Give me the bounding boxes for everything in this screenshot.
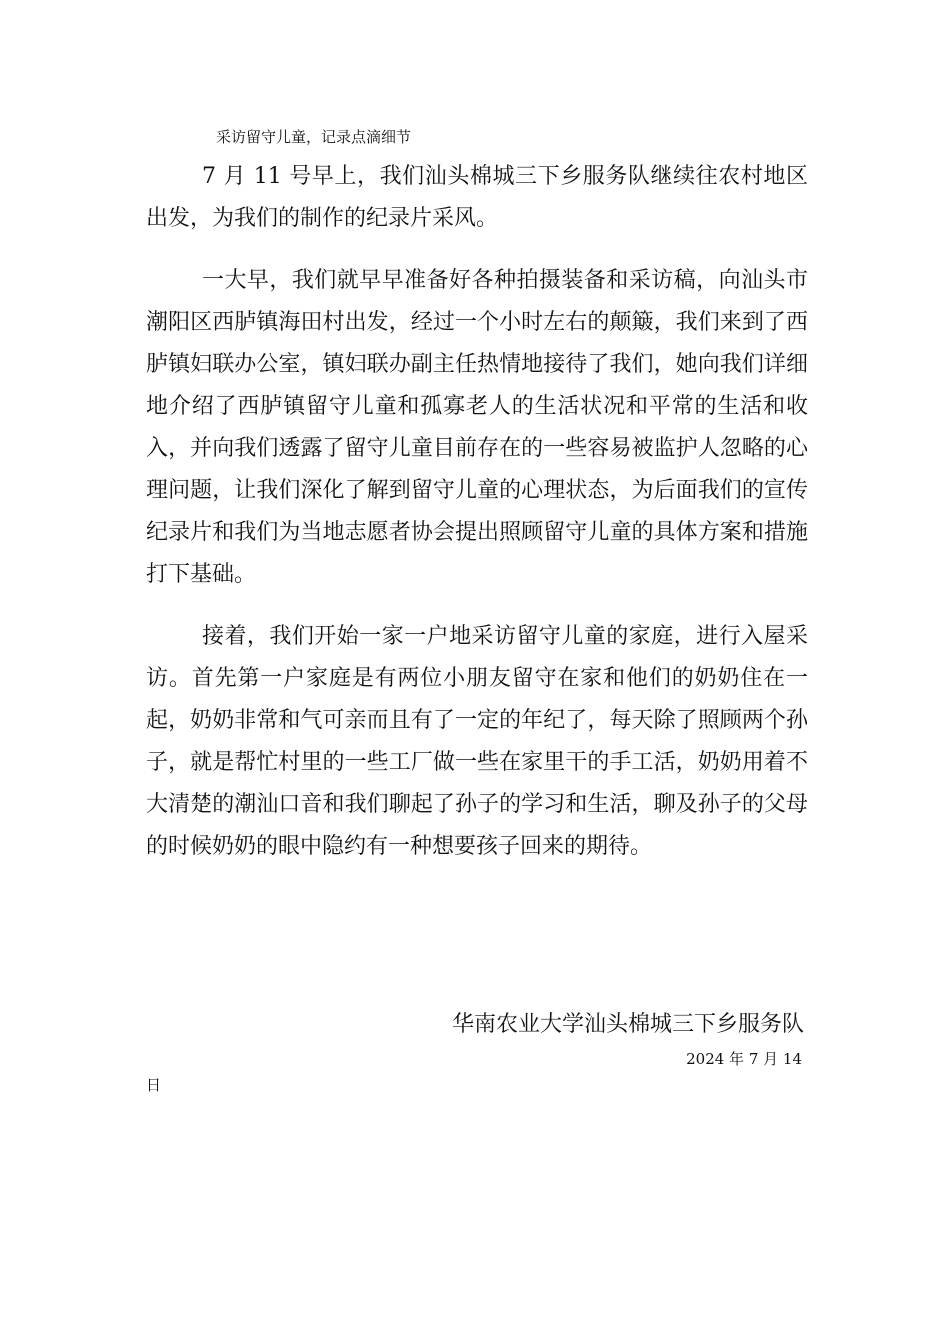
paragraph-3: 接着，我们开始一家一户地采访留守儿童的家庭，进行入屋采访。首先第一户家庭是有两位小朋友留守在家和他们的奶奶住在一起，奶奶非常和气可亲而且有了一定的年纪了，每天除了照顾两个孙子，就是帮忙村里的一些工厂做一些在家里干的手工活，奶奶用着不大清楚的潮汕口音和我们聊起了孙子的学习和生活，聊及孙子的父母的时候奶奶的眼中隐约有一种想要孩子回来的期待。 [146, 624, 808, 859]
date-wrap: 日 [146, 1076, 162, 1094]
paragraph-2: 一大早，我们就早早准备好各种拍摄装备和采访稿，向汕头市潮阳区西胪镇海田村出发，经过一个小时左右的颠簸，我们来到了西胪镇妇联办公室，镇妇联办副主任热情地接待了我们，她向我们详细地介绍了西胪镇留守儿童和孤寡老人的生活状况和平常的生活和收入，并向我们透露了留守儿童目前存在的一些容易被监护人忽略的心理问题，让我们深化了解到留守儿童的心理状态，为后面我们的宣传纪录片和我们为当地志愿者协会提出照顾留守儿童的具体方案和措施打下基础。 [146, 268, 808, 587]
document-body [146, 156, 808, 888]
document-title: 采访留守儿童，记录点滴细节 [216, 128, 412, 146]
paragraph-1: 7 月 11 号早上，我们汕头棉城三下乡服务队继续往农村地区出发，为我们的制作的纪录片采风。 [146, 164, 808, 231]
signature: 华南农业大学汕头棉城三下乡服务队 [451, 1012, 804, 1037]
date: 2024 年 7 月 14 [686, 1050, 802, 1068]
